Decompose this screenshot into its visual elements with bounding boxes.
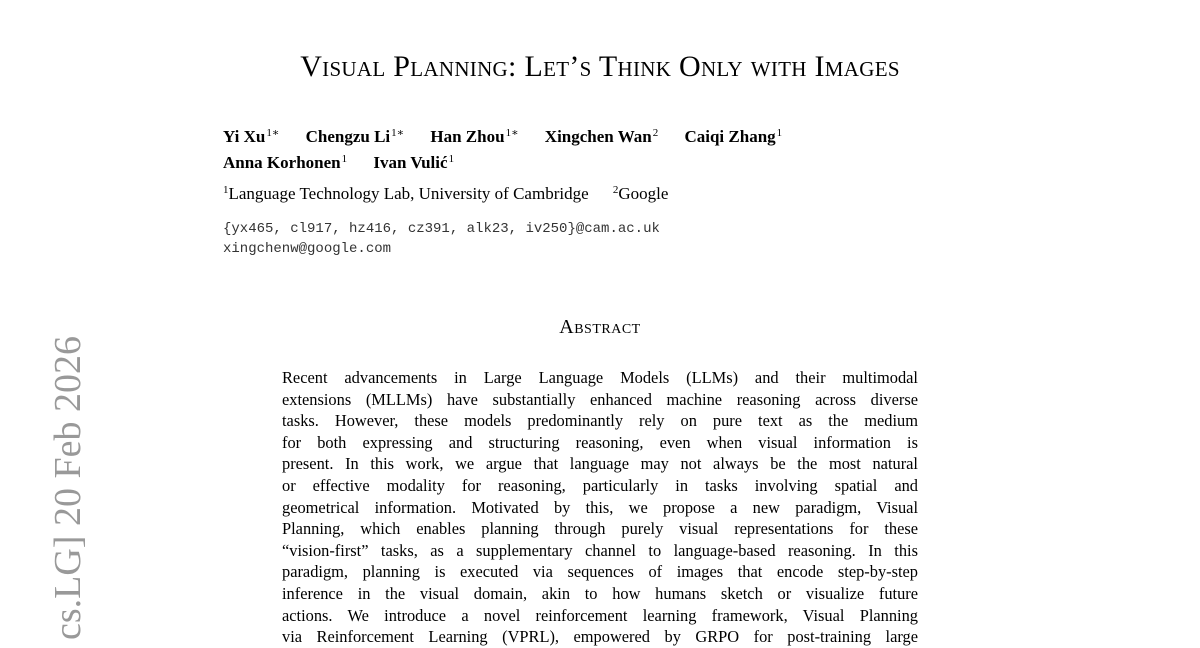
abstract-body	[282, 367, 918, 648]
author-row-2	[223, 148, 782, 174]
author	[306, 127, 405, 146]
author-affiliation-mark: 2	[652, 127, 659, 139]
abstract-line: Planning, which enables planning through purely visual representations for these	[282, 519, 918, 539]
abstract-line: extensions (MLLMs) have substantially enhanced machine reasoning across diverse	[282, 389, 918, 409]
author-name: Han Zhou	[430, 127, 505, 146]
email-block	[223, 219, 660, 259]
affiliation-mark: 2	[612, 184, 619, 196]
abstract-line: “vision-first” tasks, as a supplementary channel to language-based reasoning. In this	[282, 540, 918, 560]
author-affiliation-mark: 1∗	[505, 127, 519, 139]
author-affiliation-mark: 1	[341, 153, 348, 165]
abstract-line: geometrical information. Motivated by this, we propose a new paradigm, Visual	[282, 497, 918, 517]
author	[545, 127, 658, 146]
author	[373, 153, 454, 172]
author-block	[223, 122, 782, 174]
author	[430, 127, 518, 146]
affiliation	[613, 184, 669, 203]
author-name: Xingchen Wan	[544, 127, 652, 146]
abstract-line: present. In this work, we argue that language may not always be the most natural	[282, 454, 918, 474]
arxiv-side-stamp: cs.LG] 20 Feb 2026	[47, 336, 89, 640]
abstract-line: for both expressing and structuring reasoning, even when visual information is	[282, 432, 918, 452]
author-name: Yi Xu	[223, 127, 266, 146]
author-name: Chengzu Li	[305, 127, 391, 146]
abstract-line: or effective modality for reasoning, particularly in tasks involving spatial and	[282, 475, 918, 495]
affiliation-text: Language Technology Lab, University of Cambridge	[228, 184, 589, 203]
abstract-line: paradigm, planning is executed via sequences of images that encode step-by-step	[282, 562, 918, 582]
author	[223, 153, 347, 172]
email-line: {yx465, cl917, hz416, cz391, alk23, iv250}@cam.ac.uk	[223, 221, 660, 237]
author	[223, 127, 279, 146]
abstract-heading: Abstract	[559, 316, 641, 338]
affiliations	[223, 184, 668, 204]
author-affiliation-mark: 1	[776, 127, 783, 139]
affiliation-text: Google	[618, 184, 669, 203]
author-name: Caiqi Zhang	[684, 127, 776, 146]
abstract-line: actions. We introduce a novel reinforcement learning framework, Visual Planning	[282, 605, 918, 625]
author-affiliation-mark: 1∗	[391, 127, 405, 139]
author-name: Anna Korhonen	[223, 153, 341, 172]
abstract-line: tasks. However, these models predominantly rely on pure text as the medium	[282, 411, 918, 431]
abstract-line: Recent advancements in Large Language Models (LLMs) and their multimodal	[282, 368, 918, 387]
author-row-1	[223, 122, 782, 148]
author	[684, 127, 782, 146]
abstract-line: via Reinforcement Learning (VPRL), empowered by GRPO for post-training large	[282, 627, 918, 647]
author-affiliation-mark: 1∗	[266, 127, 280, 139]
affiliation-mark: 1	[223, 184, 229, 196]
email-line: xingchenw@google.com	[223, 241, 392, 257]
author-affiliation-mark: 1	[448, 153, 455, 165]
affiliation	[223, 184, 589, 203]
paper-title: Visual Planning: Let’s Think Only with Images	[300, 50, 900, 83]
author-name: Ivan Vulić	[373, 153, 448, 172]
abstract-line: inference in the visual domain, akin to how humans sketch or visualize future	[282, 583, 918, 603]
